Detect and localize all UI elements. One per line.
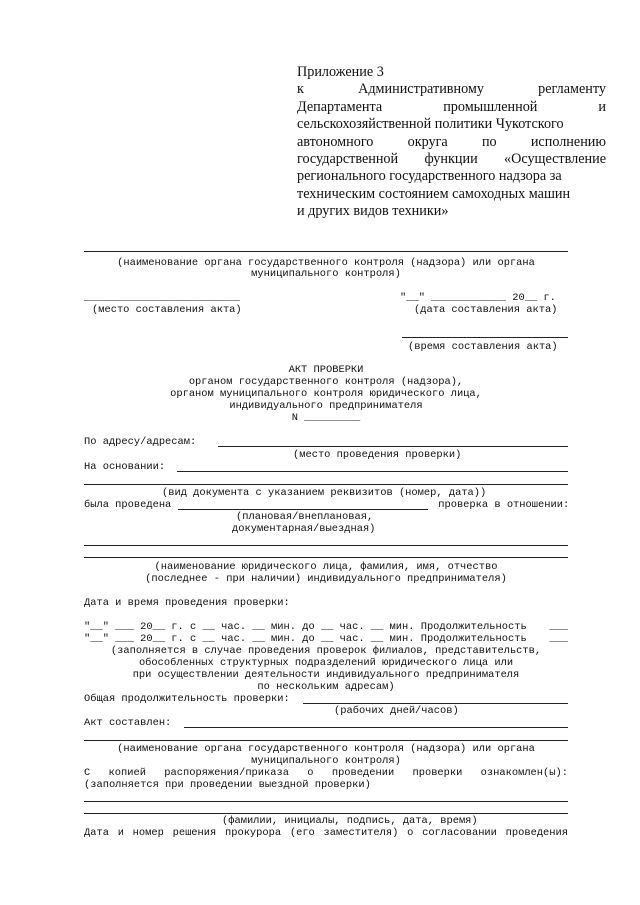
entity-caption: (последнее - при наличии) индивидуального предпринимателя): [145, 573, 507, 585]
prosecutor-word: Дата: [84, 827, 109, 839]
composed-line: [184, 727, 568, 728]
order-word: распоряжения/приказа: [164, 767, 289, 779]
appendix-word: и: [598, 98, 607, 115]
sign-line-2: [84, 813, 568, 814]
appendix-line: техническим состоянием самоходных машин: [297, 185, 571, 202]
appendix-word: автономного: [297, 133, 374, 150]
appendix-word: по: [481, 133, 497, 150]
duration-blank: ___: [549, 633, 568, 645]
composed-label: Акт составлен:: [84, 717, 178, 729]
appendix-word: функции: [424, 151, 478, 168]
address-caption: (место проведения проверки): [293, 449, 462, 461]
act-number: N _________: [291, 412, 361, 424]
sign-caption: (фамилии, инициалы, подпись, дата, время): [222, 815, 478, 827]
org-name-line: [84, 251, 568, 252]
check-type-line: [178, 509, 428, 510]
order-word: проверки: [412, 767, 463, 779]
composed-line-2: [84, 740, 568, 741]
branch-note: (заполняется в случае проведения проверок филиалов, представительств,: [110, 645, 542, 657]
total-label: Общая продолжительность проверки:: [84, 693, 297, 705]
org-caption: (наименование органа государственного контроля (надзора) или органа: [117, 743, 535, 755]
order-word: копией: [108, 767, 146, 779]
prosecutor-word: решения: [172, 827, 217, 839]
entity-line: [84, 545, 568, 546]
appendix-word: Департамента: [297, 98, 383, 115]
basis-line-2: [84, 484, 568, 485]
total-line: [303, 703, 568, 704]
conducted-label: была проведена: [84, 499, 178, 511]
appendix-word: округа: [407, 133, 448, 150]
appendix-line: сельскохозяйственной политики Чукотского: [297, 116, 564, 133]
appendix-word: регламенту: [538, 81, 606, 98]
prosecutor-word: и: [117, 827, 124, 839]
order-word: ознакомлен(ы):: [480, 767, 568, 779]
place-caption: (место составления акта): [92, 304, 242, 316]
address-line: [218, 446, 568, 447]
basis-label: На основании:: [84, 461, 172, 473]
check-type-caption: (плановая/внеплановая,: [236, 511, 374, 523]
prosecutor-word: проведения: [505, 827, 568, 839]
sign-line: [84, 801, 568, 802]
prosecutor-word: номер: [132, 827, 164, 839]
appendix-word: исполнению: [530, 133, 606, 150]
conducted-label-right: проверка в отношении:: [432, 499, 570, 511]
appendix-word: к: [297, 81, 304, 98]
datetime-label: Дата и время проведения проверки:: [84, 597, 290, 609]
appendix-line: Приложение 3: [297, 64, 384, 80]
doc-caption: (вид документа с указанием реквизитов (номер, дата)): [162, 487, 487, 499]
date-blank: "__" ____________ 20__ г.: [400, 292, 556, 304]
act-title-line: органом муниципального контроля юридического лица,: [170, 388, 482, 400]
duration-blank: ___: [549, 621, 568, 633]
datetime-row-text: "__" ___ 20__ г. с __ час. __ мин. до __ час. __ мин. Продолжительность: [84, 633, 527, 645]
check-type-caption: документарная/выездная): [232, 523, 376, 535]
prosecutor-row: [84, 827, 568, 839]
prosecutor-word: о: [407, 827, 414, 839]
order-word: проведении: [331, 767, 395, 779]
appendix-line: [297, 99, 606, 116]
appendix-header: [297, 64, 606, 221]
prosecutor-word: согласовании: [422, 827, 497, 839]
appendix-line: [297, 81, 606, 98]
entity-caption: (наименование юридического лица, фамилия, имя, отчество: [154, 561, 498, 573]
appendix-line: регионального государственного надзора за: [297, 168, 562, 185]
date-caption: (дата составления акта): [414, 304, 558, 316]
address-label: По адресу/адресам:: [84, 436, 203, 448]
order-word: о: [307, 767, 314, 779]
entity-line-2: [84, 557, 568, 558]
time-line: [402, 337, 568, 338]
prosecutor-word: прокурора: [224, 827, 282, 839]
datetime-row-text: "__" ___ 20__ г. с __ час. __ мин. до __ час. __ мин. Продолжительность: [84, 621, 527, 633]
time-caption: (время составления акта): [408, 341, 558, 353]
prosecutor-word: (его: [289, 827, 315, 839]
act-title-line: индивидуального предпринимателя: [229, 400, 423, 412]
org-caption: муниципального контроля): [251, 755, 401, 767]
appendix-word: промышленной: [443, 98, 538, 115]
total-caption: (рабочих дней/часов): [334, 705, 459, 717]
act-title: АКТ ПРОВЕРКИ: [288, 364, 364, 376]
order-row: [84, 767, 568, 779]
branch-note: при осуществлении деятельности индивидуального предпринимателя: [132, 669, 520, 681]
place-blank: _________________________: [84, 292, 240, 304]
appendix-word: Административному: [358, 81, 484, 98]
datetime-row: [84, 621, 568, 633]
act-title-line: органом государственного контроля (надзора),: [188, 376, 464, 388]
order-note: (заполняется при проведении выездной проверки): [84, 779, 371, 791]
appendix-line: [297, 134, 606, 151]
order-word: С: [84, 767, 91, 779]
appendix-word: «Осуществление: [504, 151, 607, 168]
branch-note: обособленных структурных подразделений юридического лица или: [138, 657, 514, 669]
appendix-line: и других видов техники»: [297, 203, 449, 220]
prosecutor-word: заместителя): [323, 827, 399, 839]
branch-note: по нескольким адресам): [257, 681, 395, 693]
org-caption: (наименование органа государственного контроля (надзора) или органа: [117, 257, 535, 269]
appendix-word: государственной: [297, 151, 399, 168]
org-caption: муниципального контроля): [251, 268, 401, 280]
basis-line: [177, 471, 568, 472]
appendix-line: [297, 151, 606, 168]
datetime-row: [84, 633, 568, 645]
